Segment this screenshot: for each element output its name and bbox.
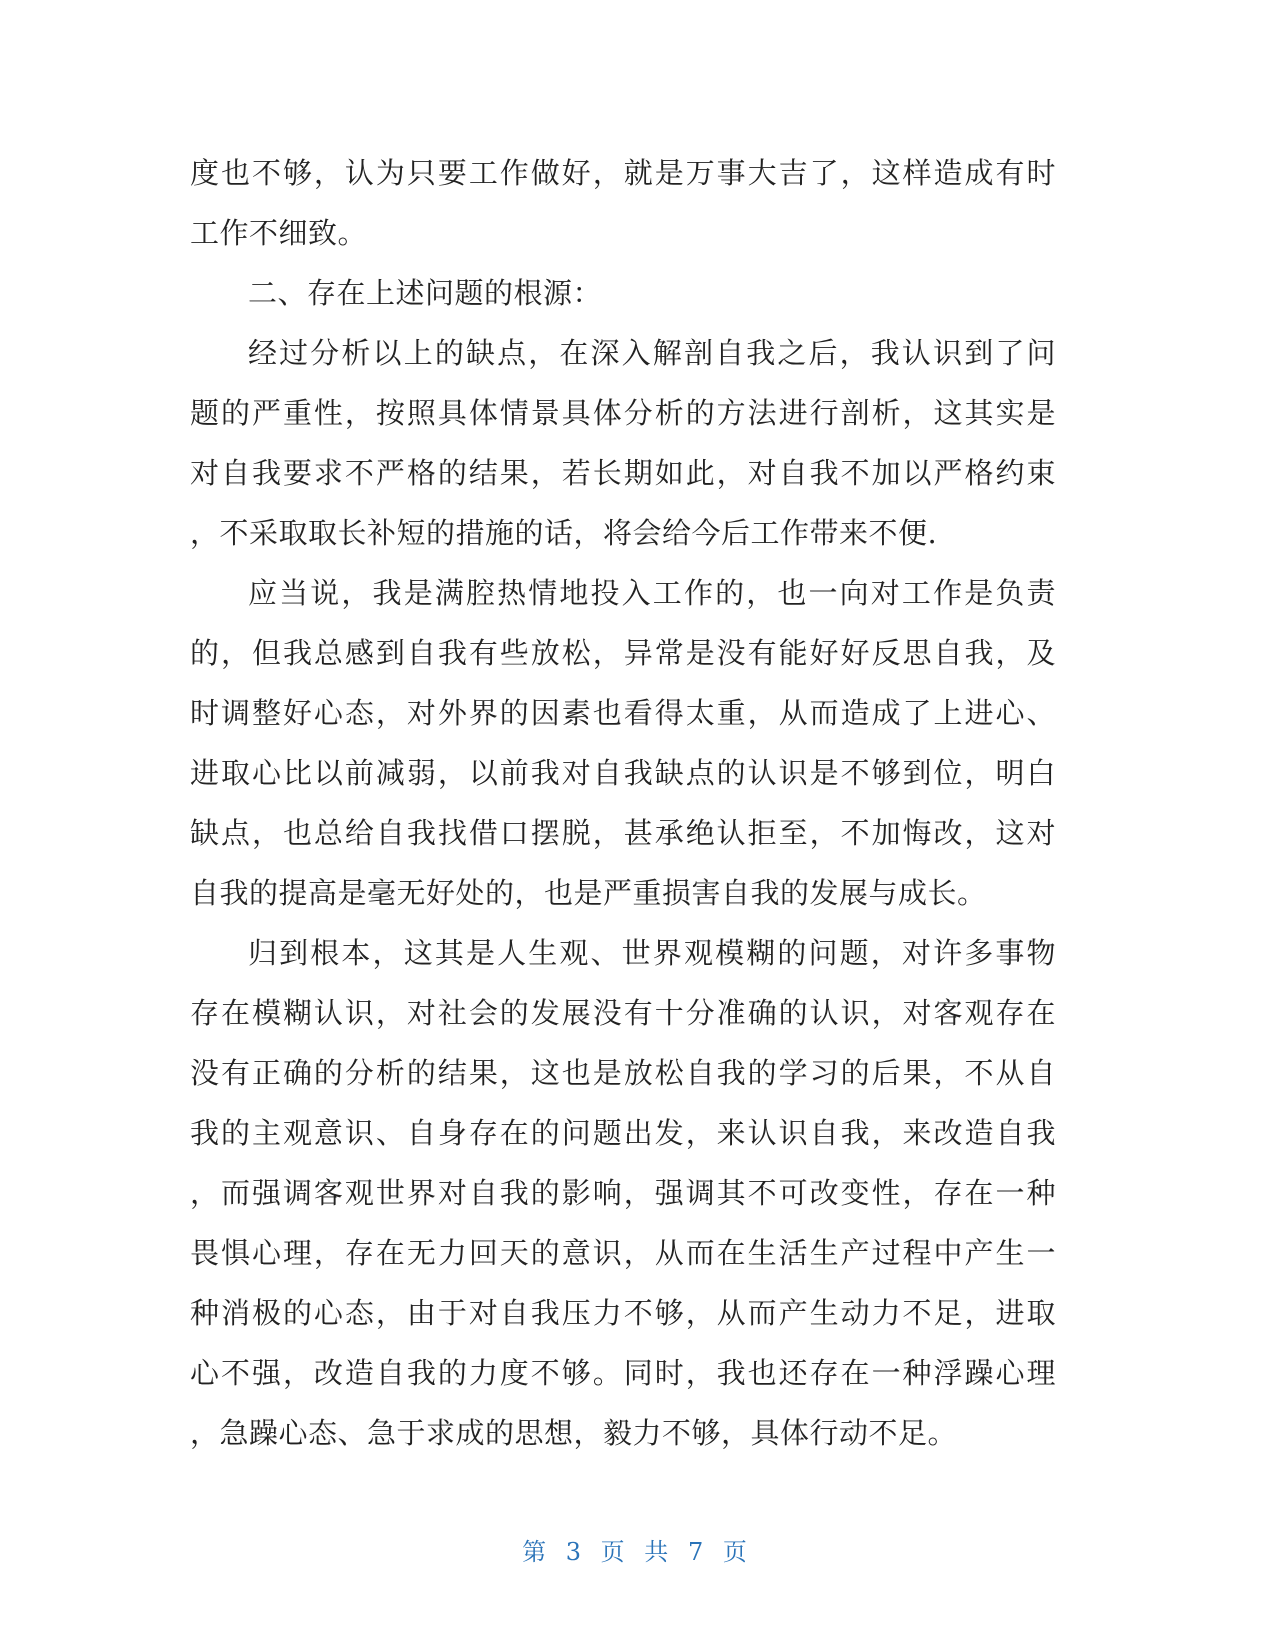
section-heading: 二、存在上述问题的根源： xyxy=(248,276,603,310)
document-body xyxy=(190,143,1056,1463)
text-line: 畏惧心理，存在无力回天的意识，从而在生活生产过程中产生一 xyxy=(190,1236,1056,1270)
text-line: ，不采取取长补短的措施的话，将会给今后工作带来不便. xyxy=(190,516,938,550)
text-line: ，而强调客观世界对自我的影响，强调其不可改变性，存在一种 xyxy=(190,1176,1056,1210)
text-line: 工作不细致。 xyxy=(190,216,368,250)
text-line: 题的严重性，按照具体情景具体分析的方法进行剖析，这其实是 xyxy=(190,396,1056,430)
text-line: 心不强，改造自我的力度不够。同时，我也还存在一种浮躁心理 xyxy=(190,1356,1056,1390)
text-line: 应当说，我是满腔热情地投入工作的，也一向对工作是负责 xyxy=(248,576,1056,610)
text-line: 没有正确的分析的结果，这也是放松自我的学习的后果，不从自 xyxy=(190,1056,1056,1090)
text-line: 种消极的心态，由于对自我压力不够，从而产生动力不足，进取 xyxy=(190,1296,1056,1330)
text-line: 存在模糊认识，对社会的发展没有十分准确的认识，对客观存在 xyxy=(190,996,1056,1030)
text-line: 自我的提高是毫无好处的，也是严重损害自我的发展与成长。 xyxy=(190,876,987,910)
text-line: 经过分析以上的缺点，在深入解剖自我之后，我认识到了问 xyxy=(248,336,1056,370)
text-line: 的，但我总感到自我有些放松，异常是没有能好好反思自我，及 xyxy=(190,636,1056,670)
text-line: 归到根本，这其是人生观、世界观模糊的问题，对许多事物 xyxy=(248,936,1056,970)
text-line: ，急躁心态、急于求成的思想，毅力不够，具体行动不足。 xyxy=(190,1416,958,1450)
page-number-footer: 第 3 页 共 7 页 xyxy=(522,1538,753,1566)
text-line: 时调整好心态，对外界的因素也看得太重，从而造成了上进心、 xyxy=(190,696,1056,730)
text-line: 进取心比以前减弱，以前我对自我缺点的认识是不够到位，明白 xyxy=(190,756,1056,790)
text-line: 我的主观意识、自身存在的问题出发，来认识自我，来改造自我 xyxy=(190,1116,1056,1150)
text-line: 度也不够，认为只要工作做好，就是万事大吉了，这样造成有时 xyxy=(190,156,1056,190)
text-line: 缺点，也总给自我找借口摆脱，甚承绝认拒至，不加悔改，这对 xyxy=(190,816,1056,850)
text-line: 对自我要求不严格的结果，若长期如此，对自我不加以严格约束 xyxy=(190,456,1056,490)
